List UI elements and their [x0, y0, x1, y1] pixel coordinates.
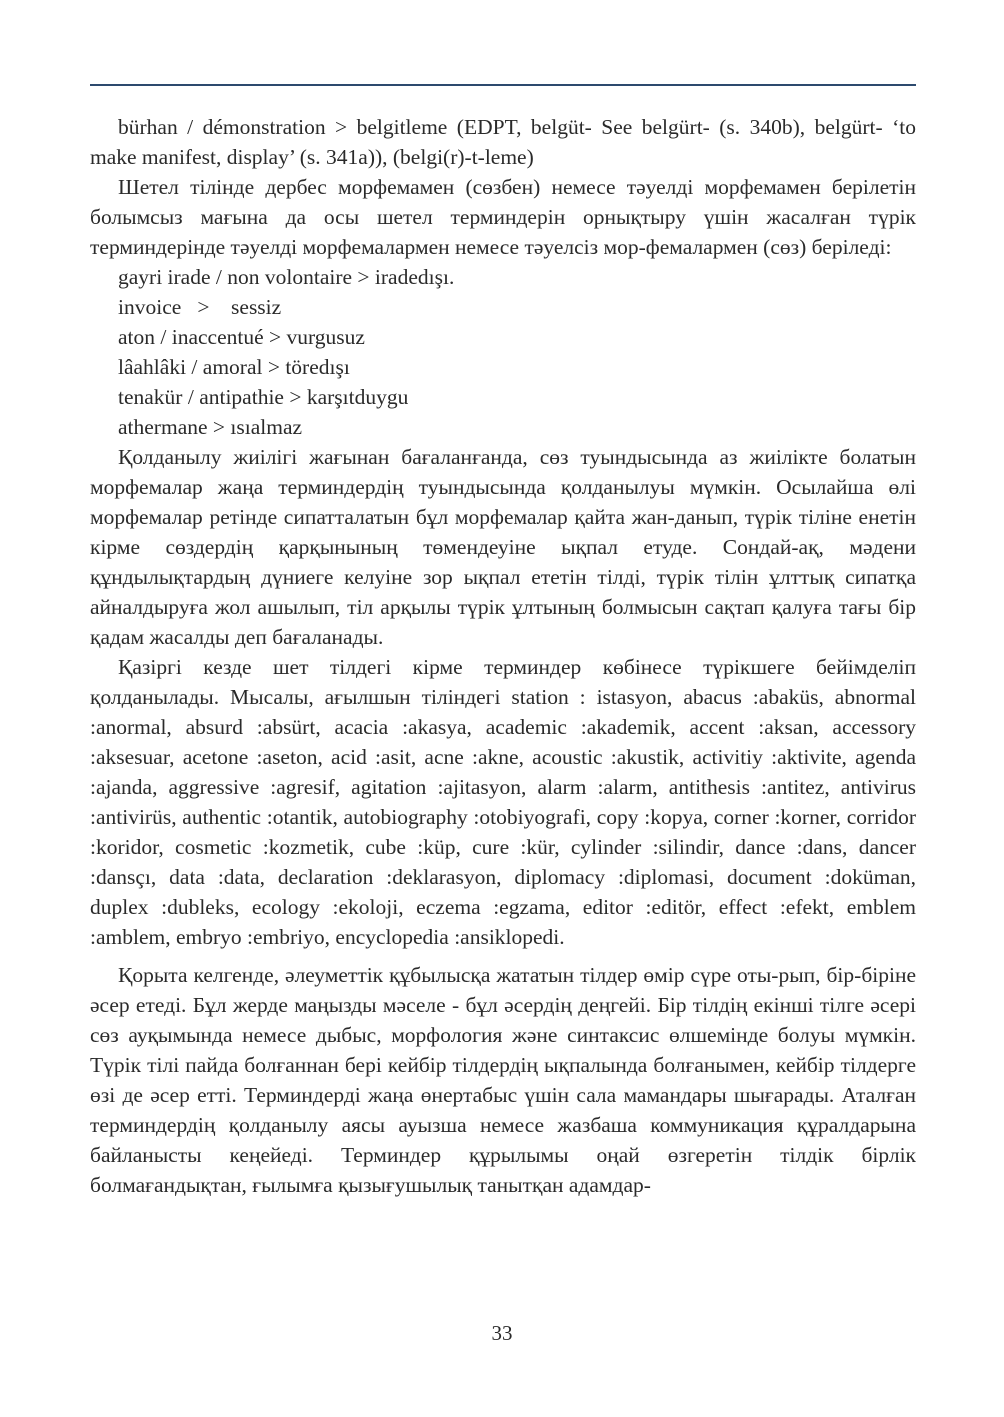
paragraph-conclusion: Қорыта келгенде, әлеуметтік құбылысқа жататын тілдер өмір сүре оты-рып, бір-біріне әсер етеді. Бұл жерде маңызды мәселе - бұл әсердің деңгейі. Бір тілдің екінші тілге әсері сөз ауқымында немесе дыбыс, морфология және синтаксис өлшемінде болуы мүмкін. Түрік тілі пайда болғаннан бері кейбір тілдердің ықпалында болғанымен, кейбір тілдерге өзі де әсер етті. Терминдерді жаңа өнертабыс үшін сала мамандары шығарады. Аталған терминдердің қолданылу аясы ауызша немесе жазбаша коммуникация құралдарына байланысты кеңейеді. Терминдер құрылымы оңай өзгеретін тілдік бірлік болмағандықтан, ғылымға қызығушылық танытқан адамдар-: [90, 963, 916, 1197]
page-number: 33: [491, 1321, 513, 1345]
page-body: [90, 112, 916, 1200]
example-item: aton / inaccentué > vurgusuz: [118, 325, 365, 349]
example-item: tenakür / antipathie > karşıtduygu: [118, 385, 409, 409]
example-item: athermane > ısıalmaz: [118, 415, 303, 439]
examples-list: [90, 262, 916, 442]
header-rule: [90, 84, 916, 86]
paragraph-burhan: bürhan / démonstration > belgitleme (EDPT, belgüt- See belgürt- (s. 340b), belgürt- ‘to make manifest, display’ (s. 341a)), (belgi(r)-t-leme): [90, 115, 916, 169]
paragraph-negative-meaning: Шетел тілінде дербес морфемамен (сөзбен) немесе тәуелді морфемамен берілетін болымсыз мағына да осы шетел терминдерін орнықтыру үшін жасалған түрік терминдерінде тәуелді морфемалармен немесе тәуелсіз мор-фемалармен (сөз) беріледі:: [90, 175, 916, 259]
paragraph-frequency: Қолданылу жиілігі жағынан бағаланғанда, сөз туындысында аз жиілікте болатын морфемалар жаңа терминдердің туындысында қолданылуы мүмкін. Осылайша өлі морфемалар ретінде сипатталатын бұл морфемалар қайта жан-данып, түрік тіліне енетін кірме сөздердің қарқынының төмендеуіне ықпал етуде. Сондай-ақ, мәдени құндылықтардың дүниеге келуіне зор ықпал ететін тілді, түрік тілін ұлттық сипатқа айналдыруға жол ашылып, тіл арқылы түрік ұлтының болмысын сақтап қалуға тағы бір қадам жасалды деп бағаланады.: [90, 445, 916, 649]
example-item: invoice > sessiz: [118, 295, 282, 319]
example-item: lâahlâki / amoral > töredışı: [118, 355, 350, 379]
example-item: gayri irade / non volontaire > iradedışı.: [118, 265, 455, 289]
paragraph-loanwords: Қазіргі кезде шет тілдегі кірме терминдер көбінесе түрікшеге бейімделіп қолданылады. Мысалы, ағылшын тіліндегі station : istasyon, abacus :abaküs, abnormal :anormal, absurd :absürt, acacia :akasya, academic :akademik, accent :aksan, accessory :aksesuar, acetone :aseton, acid :asit, acne :akne, acoustic :akustik, activitiy :aktivite, agenda :ajanda, aggressive :agresif, agitation :ajitasyon, alarm :alarm, antithesis :antitez, antivirus :antivirüs, authentic :otantik, autobiography :otobiyografi, copy :kopya, corner :korner, corridor :koridor, cosmetic :kozmetik, cube :küp, cure :kür, cylinder :silindir, dance :dans, dancer :dansçı, data :data, declaration :deklarasyon, diplomacy :diplomasi, document :doküman, duplex :dubleks, ecology :ekoloji, eczema :egzama, editor :editör, effect :efekt, emblem :amblem, embryo :embriyo, encyclopedia :ansiklopedi.: [90, 655, 916, 949]
